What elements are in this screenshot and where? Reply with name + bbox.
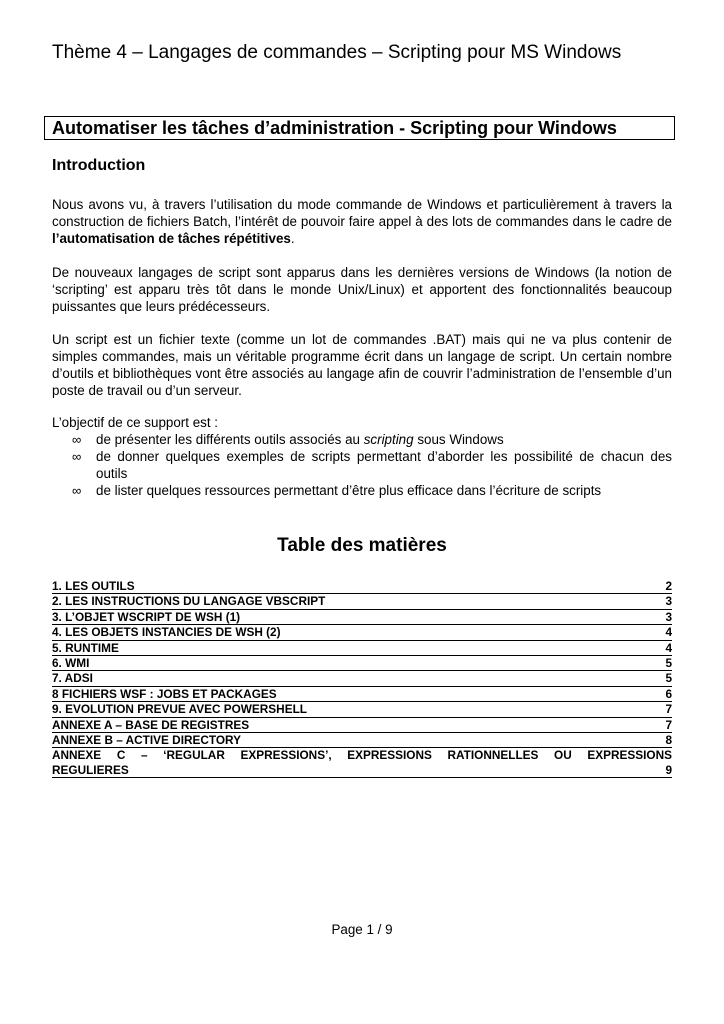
- toc-entry-page[interactable]: 5: [665, 671, 672, 686]
- intro-p1-text: Nous avons vu, à travers l’utilisation du mode commande de Windows et particulièrement à travers la construction de fichiers Batch, l’intérêt de pouvoir faire appel à des lots de commandes dans le cadre de: [52, 197, 672, 229]
- toc-entry-page[interactable]: 2: [665, 579, 672, 593]
- toc-entry[interactable]: [52, 610, 672, 625]
- toc-entry[interactable]: [52, 748, 672, 778]
- toc-entry[interactable]: [52, 671, 672, 686]
- toc-entry-page[interactable]: 4: [665, 625, 672, 640]
- toc-entry[interactable]: [52, 718, 672, 733]
- toc-entry-label[interactable]: 6. WMI: [52, 655, 90, 670]
- intro-p1-end: .: [290, 231, 295, 246]
- infinity-bullet-icon: ∞: [72, 432, 82, 447]
- toc-entry-label[interactable]: ANNEXE B – ACTIVE DIRECTORY: [52, 732, 241, 747]
- intro-p1-bold: l’automatisation de tâches répétitives: [52, 231, 291, 246]
- boxed-main-title: Automatiser les tâches d’administration - Scripting pour Windows: [44, 116, 675, 140]
- introduction-heading: Introduction: [52, 157, 146, 174]
- toc-entry[interactable]: [52, 687, 672, 702]
- toc-entry-label[interactable]: 8 FICHIERS WSF : JOBS ET PACKAGES: [52, 686, 277, 701]
- toc-entry[interactable]: [52, 641, 672, 656]
- toc-entry-page[interactable]: 6: [665, 686, 672, 701]
- bullet-text: de donner quelques exemples de scripts permettant d’aborder les possibilité de chacun des outils: [96, 449, 672, 481]
- list-item: [52, 431, 672, 448]
- intro-paragraph-3: Un script est un fichier texte (comme un lot de commandes .BAT) mais qui ne va plus contenir de simples commandes, mais un véritable programme écrit dans un langage de script. Un certain nombre d’outils et bibliothèques vont être associés au langage afin de couvrir l’administration de l’ensemble d’un poste de travail ou d’un serveur.: [52, 332, 672, 398]
- table-of-contents: [52, 579, 672, 778]
- bullet-text: de lister quelques ressources permettant d’être plus efficace dans l’écriture de scripts: [96, 483, 602, 498]
- toc-entry[interactable]: [52, 579, 672, 594]
- toc-entry-page[interactable]: 7: [665, 702, 672, 717]
- objective-list: [52, 431, 672, 499]
- toc-entry[interactable]: [52, 702, 672, 717]
- page-number-footer: Page 1 / 9: [331, 922, 393, 937]
- toc-title: Table des matières: [277, 535, 447, 556]
- toc-entry[interactable]: [52, 625, 672, 640]
- bullet-italic: scripting: [363, 432, 414, 447]
- intro-paragraph-2: De nouveaux langages de script sont apparus dans les dernières versions de Windows (la notion de ‘scripting’ est apparu très tôt dans le monde Unix/Linux) et apportent des fonctionnalités beaucoup puissantes que leurs prédécesseurs.: [52, 265, 672, 314]
- toc-entry-label[interactable]: ANNEXE C – ‘REGULAR EXPRESSIONS’, EXPRESSIONS RATIONNELLES OU EXPRESSIONS: [52, 748, 672, 763]
- toc-entry[interactable]: [52, 733, 672, 748]
- toc-entry-page[interactable]: 3: [665, 594, 672, 609]
- toc-entry-page[interactable]: 5: [665, 655, 672, 670]
- toc-entry-page[interactable]: 4: [665, 640, 672, 655]
- toc-entry[interactable]: [52, 594, 672, 609]
- toc-entry-label[interactable]: ANNEXE A – BASE DE REGISTRES: [52, 717, 250, 732]
- toc-entry-label[interactable]: 1. LES OUTILS: [52, 579, 135, 593]
- infinity-bullet-icon: ∞: [72, 483, 82, 498]
- document-header-title: Thème 4 – Langages de commandes – Scripting pour MS Windows: [52, 42, 622, 63]
- objective-intro: L’objectif de ce support est :: [52, 415, 218, 430]
- bullet-text: de présenter les différents outils associés au: [96, 432, 364, 447]
- toc-entry-page[interactable]: 9: [665, 763, 672, 778]
- toc-entry-continuation: [52, 763, 672, 777]
- list-item: [52, 482, 672, 499]
- toc-entry-label[interactable]: 9. EVOLUTION PREVUE AVEC POWERSHELL: [52, 702, 307, 717]
- intro-paragraph-1: [52, 196, 672, 247]
- infinity-bullet-icon: ∞: [72, 449, 82, 464]
- toc-entry-page[interactable]: 8: [665, 732, 672, 747]
- toc-entry-label-continued[interactable]: REGULIERES: [52, 763, 129, 778]
- toc-entry-label[interactable]: 4. LES OBJETS INSTANCIES DE WSH (2): [52, 625, 281, 640]
- toc-entry-label[interactable]: 2. LES INSTRUCTIONS DU LANGAGE VBSCRIPT: [52, 594, 326, 609]
- list-item: [52, 448, 672, 482]
- toc-entry-label[interactable]: 7. ADSI: [52, 671, 93, 686]
- toc-entry-label[interactable]: 5. RUNTIME: [52, 640, 119, 655]
- toc-entry[interactable]: [52, 656, 672, 671]
- toc-entry-page[interactable]: 3: [665, 609, 672, 624]
- bullet-text-end: sous Windows: [413, 432, 504, 447]
- toc-entry-label[interactable]: 3. L’OBJET WSCRIPT DE WSH (1): [52, 609, 241, 624]
- toc-entry-page[interactable]: 7: [665, 717, 672, 732]
